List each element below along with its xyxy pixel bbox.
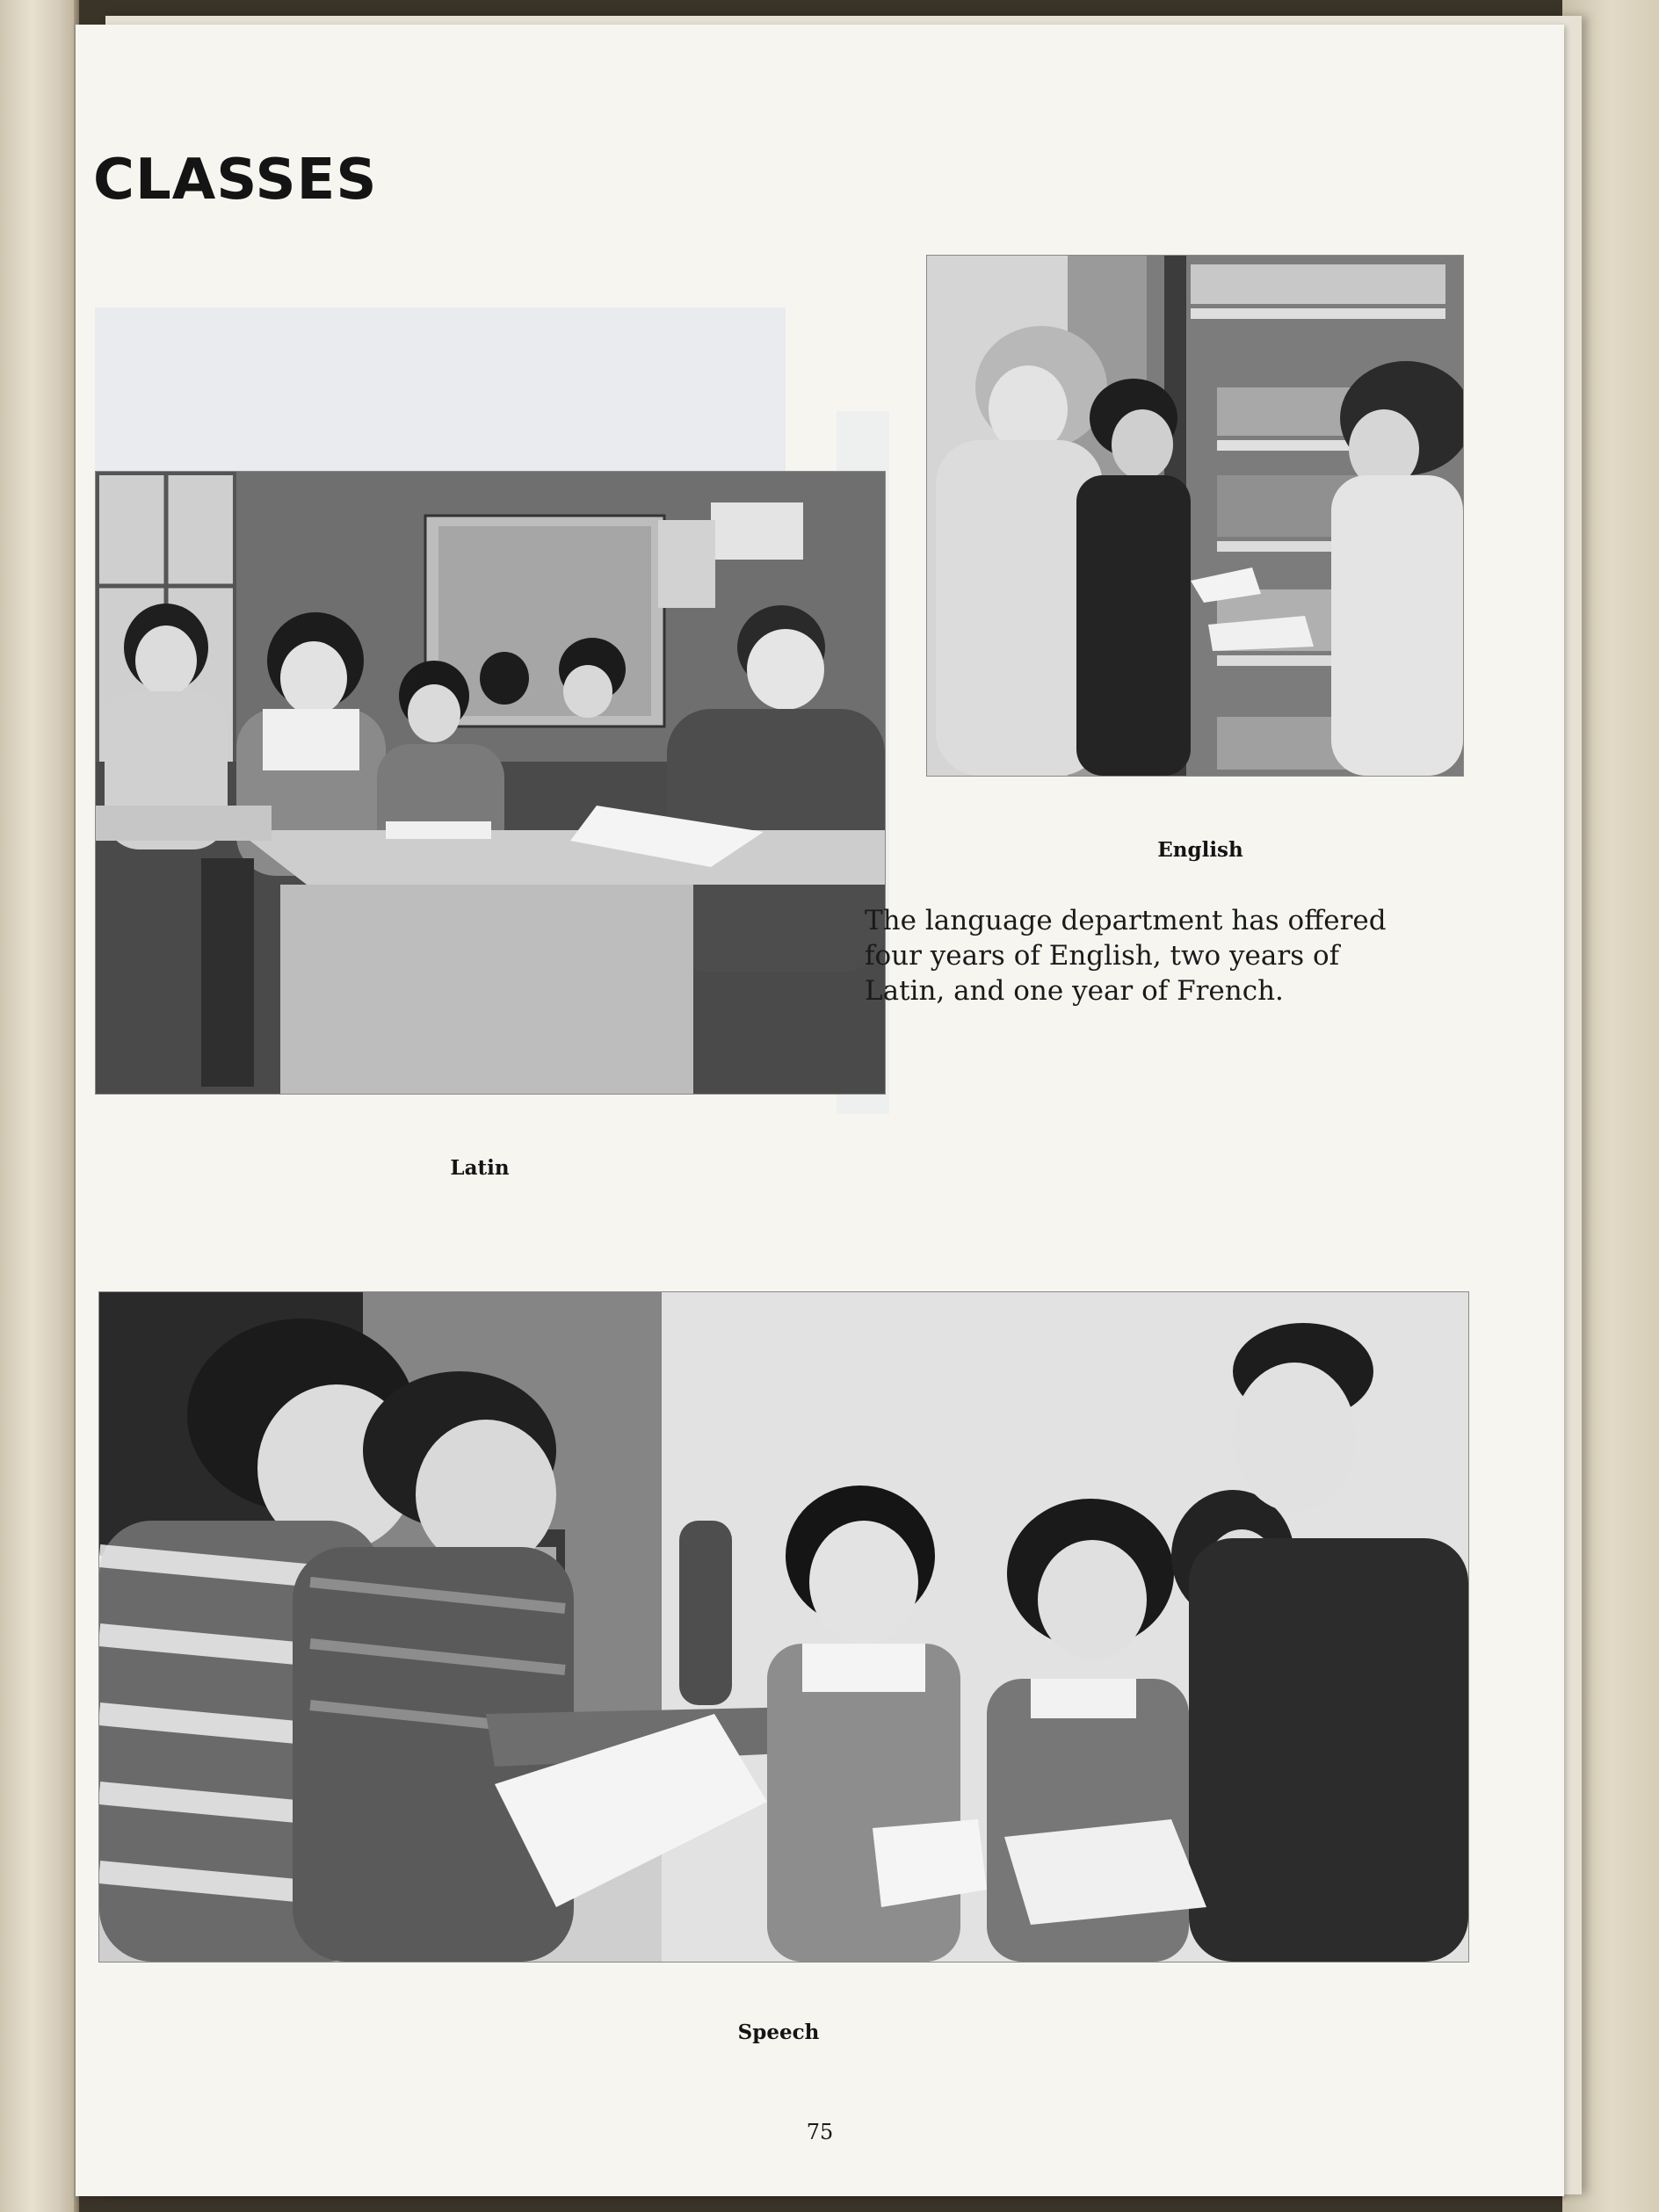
book-spine-left [0,0,79,2212]
english-caption: English [1157,838,1243,862]
latin-caption: Latin [450,1156,510,1180]
page-number: 75 [806,2120,834,2144]
speech-caption: Speech [737,2020,820,2044]
page-title: CLASSES [93,148,378,213]
yearbook-page [76,25,1564,2196]
english-class-photo [926,255,1464,777]
language-department-text: The language department has offered four years of English, two years of Latin, and one year of French. [865,905,1387,1007]
speech-class-photo [98,1291,1469,1963]
latin-class-photo [95,471,886,1095]
bleed-through-area [95,307,786,494]
